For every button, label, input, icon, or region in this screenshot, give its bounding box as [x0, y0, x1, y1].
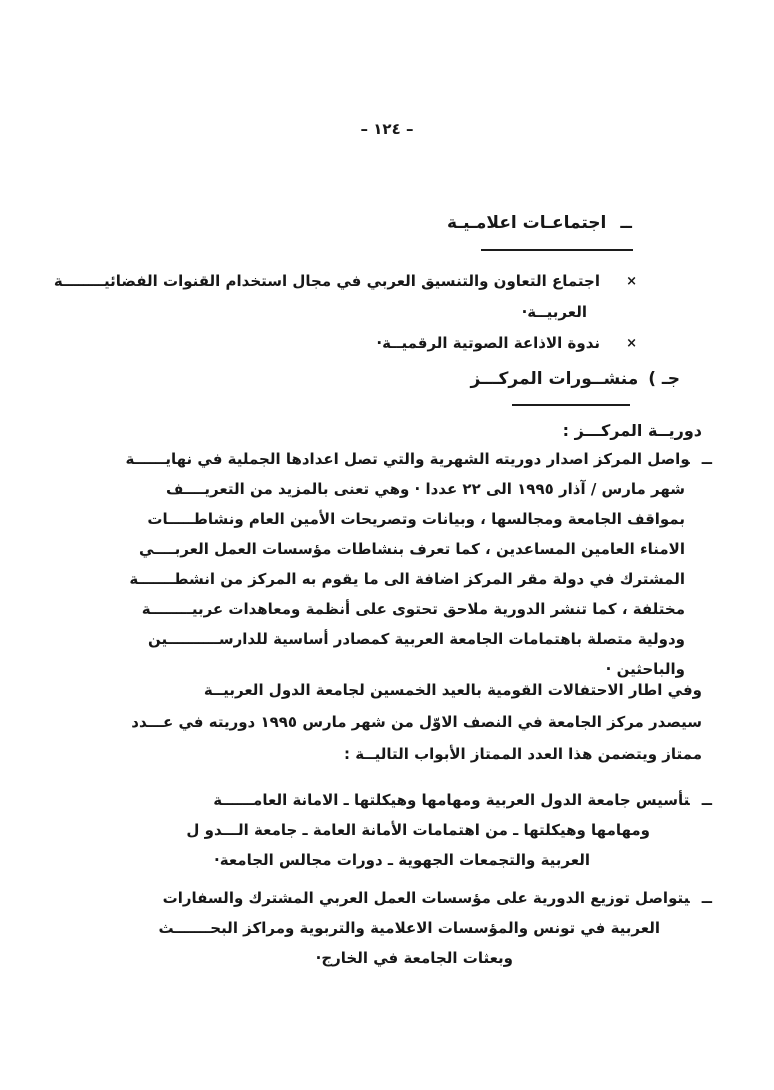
text-line: بمواقف الجامعة ومجالسها ، وبيانات وتصريحات الأمين العام ونشاطـــــات	[147, 510, 685, 528]
text-line: ممتاز ويتضمن هذا العدد الممتاز الأبواب التاليــة :	[344, 745, 702, 763]
list-item	[376, 328, 637, 359]
text-line	[22, 785, 712, 815]
text-line: ومهامها وهيكلتها ـ من اهتمامات الأمانة العامة ـ جامعة الـــدو ل	[186, 821, 650, 839]
text-line	[22, 444, 712, 474]
text-line: العربيــة·	[521, 303, 587, 321]
list-item	[54, 266, 637, 328]
section-heading-media-meetings	[447, 213, 632, 233]
heading-underline	[481, 249, 633, 251]
paragraph-dash-marker: ــ	[701, 450, 712, 468]
page-number: – ١٢٤ –	[360, 120, 414, 138]
text-line: سيصدر مركز الجامعة في النصف الاوّل من شهر مارس ١٩٩٥ دوريته في عـــدد	[131, 713, 702, 731]
text-line: وفي اطار الاحتفالات القومية بالعيد الخمسين لجامعة الدول العربيــة	[203, 681, 702, 699]
list-item	[22, 883, 712, 973]
x-bullet-marker: ×	[626, 274, 637, 289]
x-bullet-marker: ×	[626, 336, 637, 351]
text-line: ندوة الاذاعة الصوتية الرقميــة·	[376, 334, 600, 352]
section-title: منشــورات المركـــز	[470, 369, 639, 389]
text-line	[22, 883, 712, 913]
text-line: الامناء العامين المساعدين ، كما تعرف بنشاطات مؤسسات العمل العربــــي	[138, 540, 685, 558]
text-line-content: تأسيس جامعة الدول العربية ومهامها وهيكلتها ـ الامانة العامــــــة	[213, 791, 690, 809]
dash-bullet-marker: ــ	[701, 791, 712, 809]
list-item	[22, 785, 712, 875]
text-line-content: يتواصل توزيع الدورية على مؤسسات العمل العربي المشترك والسفارات	[162, 889, 690, 907]
heading-dash-marker: ــ	[620, 213, 632, 233]
text-line: اجتماع التعاون والتنسيق العربي في مجال استخدام القنوات الفضائيــــــــة	[53, 272, 600, 290]
dash-bullet-marker: ــ	[701, 889, 712, 907]
text-line-content: واصل المركز اصدار دوريته الشهرية والتي تصل اعدادها الجملية في نهايــــــة	[125, 450, 690, 468]
section-heading-publications	[471, 369, 681, 389]
periodical-label: دوريــة المركـــز :	[562, 421, 702, 440]
text-line: العربية والتجمعات الجهوية ـ دورات مجالس الجامعة·	[214, 851, 590, 869]
text-line: العربية في تونس والمؤسسات الاعلامية والتربوية ومراكز البحـــــــث	[158, 919, 660, 937]
text-line: مختلفة ، كما تنشر الدورية ملاحق تحتوى على أنظمة ومعاهدات عربيــــــــة	[141, 600, 685, 618]
text-line: وبعثات الجامعة في الخارج·	[315, 949, 513, 967]
paragraph	[22, 444, 712, 684]
text-line: المشترك في دولة مقر المركز اضافة الى ما يقوم به المركز من انشطـــــــة	[129, 570, 685, 588]
heading-underline	[512, 404, 630, 406]
list-item-text	[376, 328, 600, 359]
text-line: ودولية متصلة باهتمامات الجامعة العربية كمصادر أساسية للدارســــــــــين	[148, 630, 685, 648]
section-title: اجتماعـات اعلامـيـة	[447, 213, 607, 233]
paragraph	[12, 674, 702, 770]
text-line: والباحثين ·	[605, 660, 685, 678]
list-item-text	[54, 266, 600, 328]
section-letter-marker: جـ )	[648, 369, 680, 389]
text-line: شهر مارس / آذار ١٩٩٥ الى ٢٢ عددا · وهي تعنى بالمزيد من التعريــــف	[166, 480, 685, 498]
